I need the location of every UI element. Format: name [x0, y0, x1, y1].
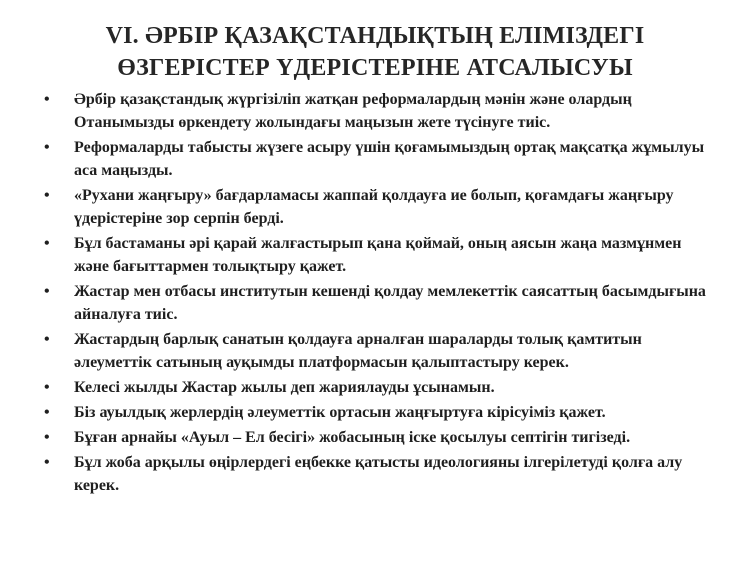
bullet-item [0, 184, 750, 230]
bullet-item [0, 232, 750, 278]
bullet-text: «Рухани жаңғыру» бағдарламасы жаппай қолдауға ие болып, қоғамдағы жаңғыру үдерістеріне зор серпін берді. [74, 187, 674, 227]
bullet-text: Біз ауылдық жерлердің әлеуметтік ортасын жаңғыртуға кірісуіміз қажет. [74, 404, 606, 421]
bullet-item [0, 426, 750, 449]
bullet-item [0, 328, 750, 374]
bullet-dot-icon: • [44, 429, 50, 446]
bullet-text: Реформаларды табысты жүзеге асыру үшін қоғамымыздың ортақ мақсатқа жұмылуы аса маңызды. [74, 139, 705, 179]
bullet-item [0, 136, 750, 182]
bullet-text: Жастардың барлық санатын қолдауға арналған шараларды толық қамтитын әлеуметтік сатының ауқымды платформасын қалыптастыру керек. [74, 331, 642, 371]
bullet-item [0, 451, 750, 497]
bullet-dot-icon: • [44, 139, 50, 156]
bullet-text: Бұл бастаманы әрі қарай жалғастырып қана қоймай, оның аясын жаңа мазмұнмен және бағыттармен толықтыру қажет. [74, 235, 682, 275]
bullet-dot-icon: • [44, 283, 50, 300]
bullet-dot-icon: • [44, 91, 50, 108]
bullet-text: Келесі жылды Жастар жылы деп жариялауды ұсынамын. [74, 379, 495, 396]
bullet-text: Бұған арнайы «Ауыл – Ел бесігі» жобасының іске қосылуы септігін тигізеді. [74, 429, 631, 446]
bullet-item [0, 376, 750, 399]
bullet-item [0, 280, 750, 326]
bullet-text: Әрбір қазақстандық жүргізіліп жатқан реформалардың мәнін және олардың Отанымызды өркендету жолындағы маңызын жете түсінуге тиіс. [74, 91, 632, 131]
bullet-item [0, 88, 750, 134]
bullet-item [0, 401, 750, 424]
bullet-dot-icon: • [44, 379, 50, 396]
bullet-text: Бұл жоба арқылы өңірлердегі еңбекке қатысты идеологияны ілгерілетуді қолға алу керек. [74, 454, 683, 494]
bullet-dot-icon: • [44, 454, 50, 471]
bullet-dot-icon: • [44, 187, 50, 204]
bullet-dot-icon: • [44, 235, 50, 252]
bullet-dot-icon: • [44, 404, 50, 421]
bullet-dot-icon: • [44, 331, 50, 348]
bullet-list [0, 88, 750, 499]
slide-title [20, 20, 730, 84]
bullet-text: Жастар мен отбасы институтын кешенді қолдау мемлекеттік саясаттың басымдығына айналуға тиіс. [74, 283, 706, 323]
slide-title-line-2: ӨЗГЕРІСТЕР ҮДЕРІСТЕРІНЕ АТСАЛЫСУЫ [117, 55, 633, 81]
slide-title-line-1: VI. ӘРБІР ҚАЗАҚСТАНДЫҚТЫҢ ЕЛІМІЗДЕГІ [105, 23, 645, 49]
